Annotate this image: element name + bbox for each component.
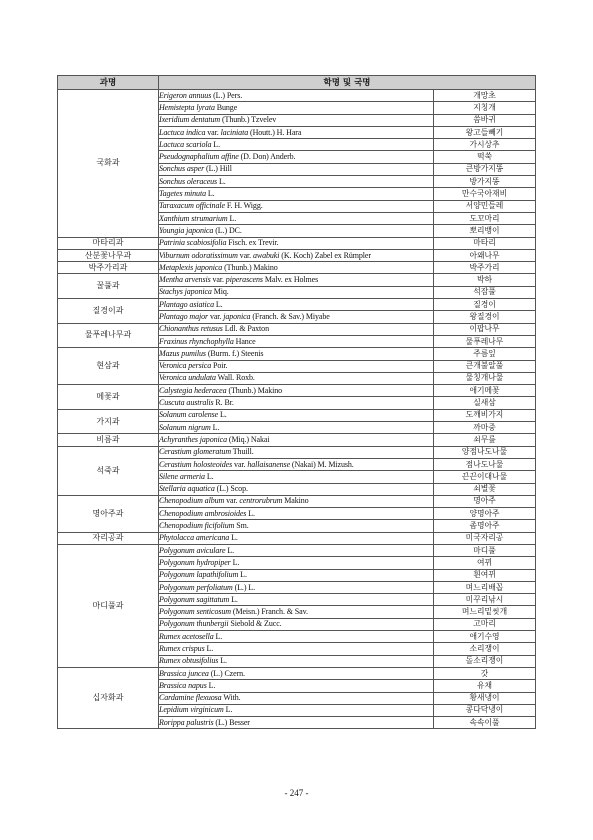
korean-name-cell: 개망초 bbox=[434, 90, 536, 102]
scientific-name-cell: Polygonum hydropiper L. bbox=[159, 557, 434, 569]
korean-name-cell: 명아주 bbox=[434, 495, 536, 507]
korean-name-cell: 양명아주 bbox=[434, 508, 536, 520]
table-body bbox=[58, 90, 536, 729]
scientific-name-cell: Ixeridium dentatum (Thunb.) Tzvelev bbox=[159, 114, 434, 126]
scientific-name-cell: Polygonum thunbergii Siebold & Zucc. bbox=[159, 618, 434, 630]
family-cell: 메꽃과 bbox=[58, 385, 159, 410]
scientific-name-cell: Cuscuta australis R. Br. bbox=[159, 397, 434, 409]
korean-name-cell: 갓 bbox=[434, 667, 536, 679]
scientific-name-cell: Pseudognaphalium affine (D. Don) Anderb. bbox=[159, 151, 434, 163]
scientific-name-cell: Cerastium glomeratum Thuill. bbox=[159, 446, 434, 458]
family-cell: 질경이과 bbox=[58, 299, 159, 324]
scientific-name-cell: Rumex obtusifolius L. bbox=[159, 655, 434, 667]
scientific-name-cell: Stellaria aquatica (L.) Scop. bbox=[159, 483, 434, 495]
scientific-name-cell: Veronica undulata Wall. Roxb. bbox=[159, 372, 434, 384]
family-cell: 자리공과 bbox=[58, 532, 159, 544]
korean-name-cell: 떡쑥 bbox=[434, 151, 536, 163]
table-header-row bbox=[58, 76, 536, 90]
scientific-name-cell: Lactuca indica var. laciniata (Houtt.) H. Hara bbox=[159, 126, 434, 138]
table-row bbox=[58, 495, 536, 507]
korean-name-cell: 만수국아재비 bbox=[434, 188, 536, 200]
korean-name-cell: 점나도나물 bbox=[434, 458, 536, 470]
korean-name-cell: 박하 bbox=[434, 274, 536, 286]
korean-name-cell: 애기메꽃 bbox=[434, 385, 536, 397]
family-cell: 물푸레나무과 bbox=[58, 323, 159, 348]
scientific-name-cell: Polygonum lapathifolium L. bbox=[159, 569, 434, 581]
korean-name-cell: 박주가리 bbox=[434, 262, 536, 274]
korean-name-cell: 질경이 bbox=[434, 299, 536, 311]
table-row bbox=[58, 262, 536, 274]
family-cell: 산분꽃나무과 bbox=[58, 249, 159, 261]
korean-name-cell: 큰개불알풀 bbox=[434, 360, 536, 372]
korean-name-cell: 여뀌 bbox=[434, 557, 536, 569]
scientific-name-cell: Youngia japonica (L.) DC. bbox=[159, 225, 434, 237]
scientific-name-cell: Polygonum senticosum (Meisn.) Franch. & Sav. bbox=[159, 606, 434, 618]
scientific-name-cell: Chionanthus retusus Ldl. & Paxton bbox=[159, 323, 434, 335]
table-row bbox=[58, 323, 536, 335]
korean-name-cell: 애기수영 bbox=[434, 631, 536, 643]
scientific-name-cell: Solanum nigrum L. bbox=[159, 422, 434, 434]
korean-name-cell: 끈끈이대나물 bbox=[434, 471, 536, 483]
korean-name-cell: 주름잎 bbox=[434, 348, 536, 360]
scientific-name-cell: Brassica juncea (L.) Czern. bbox=[159, 667, 434, 679]
species-table bbox=[57, 75, 536, 729]
family-cell: 명아주과 bbox=[58, 495, 159, 532]
scientific-name-cell: Polygonum perfoliatum (L.) L. bbox=[159, 581, 434, 593]
scientific-name-cell: Brassica napus L. bbox=[159, 680, 434, 692]
scientific-name-cell: Mentha arvensis var. piperascens Malv. ex Holmes bbox=[159, 274, 434, 286]
scientific-name-cell: Rorippa palustris (L.) Besser bbox=[159, 717, 434, 729]
scientific-name-cell: Stachys japonica Miq. bbox=[159, 286, 434, 298]
table-row bbox=[58, 90, 536, 102]
family-cell: 십자화과 bbox=[58, 667, 159, 728]
korean-name-cell: 도깨비가지 bbox=[434, 409, 536, 421]
korean-name-cell: 마타리 bbox=[434, 237, 536, 249]
korean-name-cell: 며느리배꼽 bbox=[434, 581, 536, 593]
scientific-name-cell: Chenopodium ficifolium Sm. bbox=[159, 520, 434, 532]
korean-name-cell: 뽀리뱅이 bbox=[434, 225, 536, 237]
table-row bbox=[58, 274, 536, 286]
korean-name-cell: 황새냉이 bbox=[434, 692, 536, 704]
korean-name-cell: 미꾸리낚시 bbox=[434, 594, 536, 606]
korean-name-cell: 왕질경이 bbox=[434, 311, 536, 323]
korean-name-cell: 속속이풀 bbox=[434, 717, 536, 729]
korean-name-cell: 이팝나무 bbox=[434, 323, 536, 335]
korean-name-cell: 미국자리공 bbox=[434, 532, 536, 544]
table-row bbox=[58, 299, 536, 311]
korean-name-cell: 지칭개 bbox=[434, 102, 536, 114]
korean-name-cell: 도꼬마리 bbox=[434, 212, 536, 224]
table-row bbox=[58, 348, 536, 360]
scientific-name-cell: Solanum carolense L. bbox=[159, 409, 434, 421]
table-row bbox=[58, 544, 536, 556]
scientific-name-cell: Erigeron annuus (L.) Pers. bbox=[159, 90, 434, 102]
scientific-name-cell: Cerastium holosteoides var. hallaisanense (Nakai) M. Mizush. bbox=[159, 458, 434, 470]
table-row bbox=[58, 249, 536, 261]
korean-name-cell: 소리쟁이 bbox=[434, 643, 536, 655]
korean-name-cell: 며느리밑씻개 bbox=[434, 606, 536, 618]
scientific-name-cell: Chenopodium ambrosioides L. bbox=[159, 508, 434, 520]
korean-name-cell: 양점나도나물 bbox=[434, 446, 536, 458]
family-cell: 현삼과 bbox=[58, 348, 159, 385]
korean-name-cell: 흰여뀌 bbox=[434, 569, 536, 581]
scientific-name-cell: Mazus pumilus (Burm. f.) Steenis bbox=[159, 348, 434, 360]
page-number: - 247 - bbox=[284, 788, 309, 798]
korean-name-cell: 콩다닥냉이 bbox=[434, 704, 536, 716]
scientific-name-cell: Rumex acetosella L. bbox=[159, 631, 434, 643]
scientific-name-cell: Sonchus oleraceus L. bbox=[159, 176, 434, 188]
table-row bbox=[58, 434, 536, 446]
korean-name-cell: 좀명아주 bbox=[434, 520, 536, 532]
table-row bbox=[58, 385, 536, 397]
scientific-name-cell: Plantago major var. japonica (Franch. & Sav.) Miyabe bbox=[159, 311, 434, 323]
scientific-name-cell: Fraxinus rhynchophylla Hance bbox=[159, 335, 434, 347]
korean-name-cell: 왕고들빼기 bbox=[434, 126, 536, 138]
scientific-name-cell: Chenopodium album var. centrorubrum Makino bbox=[159, 495, 434, 507]
korean-name-cell: 석잠풀 bbox=[434, 286, 536, 298]
scientific-name-cell: Polygonum aviculare L. bbox=[159, 544, 434, 556]
table-row bbox=[58, 409, 536, 421]
scientific-name-cell: Lactuca scariola L. bbox=[159, 139, 434, 151]
scientific-name-cell: Patrinia scabiosifolia Fisch. ex Trevir. bbox=[159, 237, 434, 249]
scientific-name-cell: Xanthium strumarium L. bbox=[159, 212, 434, 224]
table-row bbox=[58, 446, 536, 458]
korean-name-cell: 물푸레나무 bbox=[434, 335, 536, 347]
scientific-name-cell: Sonchus asper (L.) Hill bbox=[159, 163, 434, 175]
header-family: 과명 bbox=[58, 76, 159, 90]
scientific-name-cell: Tagetes minuta L. bbox=[159, 188, 434, 200]
scientific-name-cell: Veronica persica Poir. bbox=[159, 360, 434, 372]
scientific-name-cell: Hemistepta lyrata Bunge bbox=[159, 102, 434, 114]
table-row bbox=[58, 667, 536, 679]
korean-name-cell: 가시상추 bbox=[434, 139, 536, 151]
scientific-name-cell: Rumex crispus L. bbox=[159, 643, 434, 655]
scientific-name-cell: Calystegia hederacea (Thunb.) Makino bbox=[159, 385, 434, 397]
family-cell: 꿀풀과 bbox=[58, 274, 159, 299]
scientific-name-cell: Lepidium virginicum L. bbox=[159, 704, 434, 716]
table-row bbox=[58, 532, 536, 544]
scientific-name-cell: Viburnum odoratissimum var. awabuki (K. Koch) Zabel ex Rümpler bbox=[159, 249, 434, 261]
korean-name-cell: 실새삼 bbox=[434, 397, 536, 409]
family-cell: 비름과 bbox=[58, 434, 159, 446]
korean-name-cell: 서양민들레 bbox=[434, 200, 536, 212]
korean-name-cell: 유채 bbox=[434, 680, 536, 692]
family-cell: 마디풀과 bbox=[58, 544, 159, 667]
table-row bbox=[58, 237, 536, 249]
scientific-name-cell: Cardamine flexuosa With. bbox=[159, 692, 434, 704]
korean-name-cell: 큰방가지똥 bbox=[434, 163, 536, 175]
korean-name-cell: 까마중 bbox=[434, 422, 536, 434]
scientific-name-cell: Taraxacum officinale F. H. Wigg. bbox=[159, 200, 434, 212]
scientific-name-cell: Silene armeria L. bbox=[159, 471, 434, 483]
family-cell: 박주가리과 bbox=[58, 262, 159, 274]
family-cell: 마타리과 bbox=[58, 237, 159, 249]
korean-name-cell: 아왜나무 bbox=[434, 249, 536, 261]
scientific-name-cell: Metaplexis japonica (Thunb.) Makino bbox=[159, 262, 434, 274]
scientific-name-cell: Plantago asiatica L. bbox=[159, 299, 434, 311]
scientific-name-cell: Polygonum sagittatum L. bbox=[159, 594, 434, 606]
korean-name-cell: 돌소리쟁이 bbox=[434, 655, 536, 667]
korean-name-cell: 방가지똥 bbox=[434, 176, 536, 188]
korean-name-cell: 고마리 bbox=[434, 618, 536, 630]
scientific-name-cell: Phytolacca americana L. bbox=[159, 532, 434, 544]
scientific-name-cell: Achyranthes japonica (Miq.) Nakai bbox=[159, 434, 434, 446]
korean-name-cell: 마디풀 bbox=[434, 544, 536, 556]
header-names: 학명 및 국명 bbox=[159, 76, 536, 90]
korean-name-cell: 씀바귀 bbox=[434, 114, 536, 126]
korean-name-cell: 쇠무릎 bbox=[434, 434, 536, 446]
korean-name-cell: 물칭개나물 bbox=[434, 372, 536, 384]
korean-name-cell: 쇠별꽃 bbox=[434, 483, 536, 495]
family-cell: 국화과 bbox=[58, 90, 159, 238]
family-cell: 석죽과 bbox=[58, 446, 159, 495]
family-cell: 가지과 bbox=[58, 409, 159, 434]
